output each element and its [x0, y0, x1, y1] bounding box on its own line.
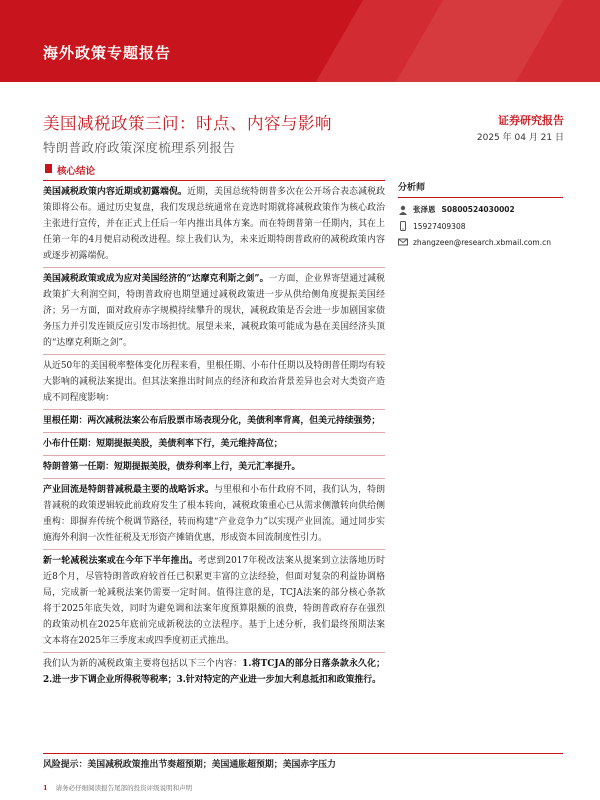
paragraph	[43, 549, 385, 652]
person-icon	[398, 205, 408, 215]
paragraph-lead: 新一轮减税法案或在今年下半年推出。	[43, 556, 199, 566]
report-series-title: 海外政策专题报告	[43, 44, 172, 62]
paragraph-text: 从近50年的美国税率整体变化历程来看，里根任期、小布什任期以及特朗普任期均有较大影响的减税法案提出。但其法案推出时间点的经济和政治背景差异也会对大类资产造成不同程度影响：	[43, 361, 385, 403]
paragraph-text: 考虑到2017年税改法案从提案到立法落地历时近8个月，尽管特朗普政府较首任已积累更丰富的立法经验，但面对复杂的利益协调格局，完成新一轮减税法案仍需要一定时间。值得注意的是，TCJA法案的部分核心条款将于2025年底失效，同时为避免调和法案年度预算限额的浪费，特朗普政府存在强烈的政策动机在2025年底前完成新税法的立法程序。基于上述分析，我们最终预期法案文本将在2025年三季度末或四季度初正式推出。	[43, 556, 385, 646]
report-subtitle: 特朗普政府政策深度梳理系列报告	[43, 140, 236, 155]
risk-text: 风险提示：美国减税政策推出节奏超预期；美国通胀超预期；美国赤字压力	[43, 760, 336, 770]
paragraph	[43, 354, 385, 409]
phone-icon	[398, 221, 408, 231]
report-banner	[0, 0, 600, 82]
analyst-email-row[interactable]	[398, 237, 563, 247]
paragraph	[43, 652, 385, 691]
section-marker-icon	[45, 164, 52, 173]
paragraph-lead: 里根任期：两次减税法案公布后股票市场表现分化，美债利率背离，但美元持续强势；	[43, 416, 381, 426]
analyst-name-row	[398, 204, 563, 215]
paragraph-lead: 产业回流是特朗普减税最主要的战略诉求。	[43, 485, 215, 495]
analyst-phone: 15927409308	[413, 221, 466, 231]
risk-warning	[43, 753, 563, 770]
analyst-name: 张泽恩	[413, 205, 436, 214]
analyst-license: S0800524030002	[441, 205, 515, 214]
paragraph-text: 近期，美国总统特朗普多次在公开场合表态减税政策即将公布。通过历史复盘，我们发现总统通常在竞选时期就将减税政策作为核心政治主张进行宣传，并在正式上任后一年内推出具体方案。而在特朗普第一任期内，其在上任第一年的4月便启动税改进程。综上我们认为，未来近期特朗普政府的减税政策内容或逐步初露端倪。	[43, 187, 386, 261]
paragraph	[43, 478, 385, 549]
report-date: 2025 年 04 月 21 日	[476, 133, 564, 143]
paragraph	[43, 267, 385, 354]
paragraph	[43, 455, 385, 478]
main-body	[43, 180, 385, 691]
paragraph-lead: 小布什任期：短期提振美股，美债利率下行，美元维持高位；	[43, 439, 283, 449]
paragraph	[43, 409, 385, 432]
analyst-panel	[398, 180, 563, 247]
paragraph	[43, 180, 385, 267]
report-type: 证券研究报告	[498, 114, 564, 127]
paragraph-lead: 美国减税政策或成为应对美国经济的“达摩克利斯之剑”。	[43, 274, 269, 284]
paragraph-text: 与里根和小布什政府不同，我们认为，特朗普减税的政策逻辑较此前政府发生了根本转向，减税政策重心已从需求侧激转向供给侧重构：即摒弃传统个税调节路径，转而构建“产业竞争力”以实现产业回流。通过同步实施海外利润一次性征税及无形资产摊销优惠，形成资本回流制度性引力。	[43, 485, 385, 543]
email-icon	[398, 237, 408, 247]
page-number: 1	[43, 784, 48, 792]
paragraph-text: 我们认为新的减税政策主要将包括以下三个内容：	[43, 659, 243, 669]
paragraph-lead: 1.将TCJA的部分日落条款永久化；2.进一步下调企业所得税等税率；3.针对特定的产业进一步加大利息抵扣和政策推行。	[43, 659, 385, 685]
analyst-email[interactable]: zhangzeen@research.xbmail.com.cn	[413, 237, 551, 247]
paragraph-text: 一方面，企业界寄望通过减税政策扩大利润空间，特朗普政府也期望通过减税政策进一步从供给侧角度提振美国经济；另一方面，面对政府赤字规模持续攀升的现状，减税政策是否会进一步加剧国家债务压力并引发连锁反应引发市场担忧。展望未来，减税政策可能成为悬在美国经济头顶的“达摩克利斯之剑”。	[43, 274, 385, 348]
analyst-phone-row	[398, 221, 563, 231]
report-title: 美国减税政策三问：时点、内容与影响	[43, 114, 332, 133]
footer	[43, 783, 192, 792]
footer-note: 请务必仔细阅读报告尾部的投资评级说明和声明	[55, 784, 193, 792]
analyst-label: 分析师	[398, 180, 563, 198]
paragraph-lead: 特朗普第一任期：短期提振美股，债券利率上行，美元汇率提升。	[43, 462, 301, 472]
section-heading: 核心结论	[57, 166, 96, 177]
paragraph	[43, 432, 385, 455]
paragraph-lead: 美国减税政策内容近期或初露端倪。	[43, 187, 188, 197]
